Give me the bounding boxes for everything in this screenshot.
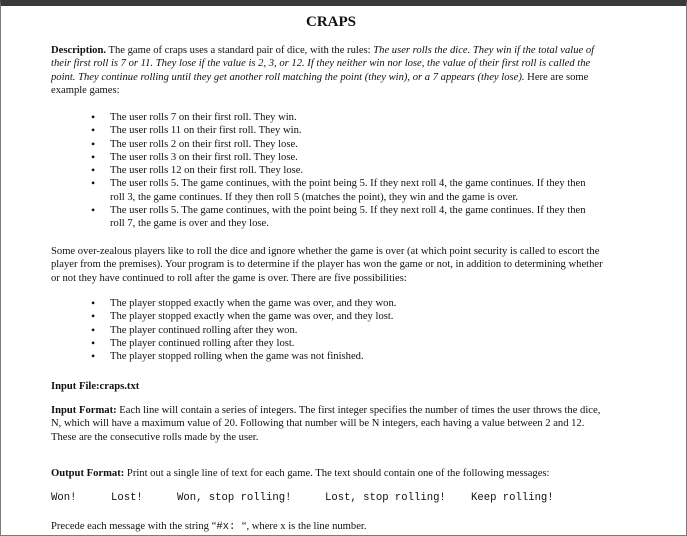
list-item [91, 324, 596, 337]
bullet-icon: • [91, 296, 96, 310]
list-item [91, 124, 596, 137]
bullet-icon: • [91, 110, 96, 124]
bullet-icon: • [91, 322, 96, 337]
bullet-icon: • [91, 349, 96, 364]
list-item-text: The player stopped rolling when the game was not finished. [110, 351, 364, 363]
message-keep-rolling: Keep rolling! [471, 492, 554, 504]
list-item-text: The user rolls 2 on their first roll. They lose. [110, 138, 298, 150]
note-code: #x: [216, 521, 242, 533]
possibilities-list [91, 297, 596, 363]
description-paragraph [51, 44, 606, 97]
input-file-heading: Input File:craps.txt [51, 381, 140, 392]
list-item-text: The user rolls 11 on their first roll. They win. [110, 125, 302, 137]
output-format-text: Print out a single line of text for each game. The text should contain one of the following messages: [124, 468, 550, 479]
input-format-label: Input Format: [51, 405, 117, 416]
input-format-text: Each line will contain a series of integers. The first integer specifies the number of times the user throws the dice, N, which will have a maximum value of 20. Following that number will be N integers, each having a value between 2 and 12. These are the consecutive rolls made by the user. [51, 405, 601, 443]
list-item-text: The user rolls 5. The game continues, with the point being 5. If they next roll 4, the game continues. If they then roll 7, the game is over and they lose. [110, 205, 586, 230]
list-item-text: The player continued rolling after they won. [110, 324, 298, 336]
list-item-text: The player stopped exactly when the game was over, and they won. [110, 298, 397, 309]
bullet-icon: • [91, 309, 96, 324]
bullet-icon: • [91, 335, 96, 350]
list-item-text: The player stopped exactly when the game was over, and they lost. [110, 311, 394, 323]
description-text: The game of craps uses a standard pair of dice, with the rules: [106, 45, 374, 56]
output-format-label: Output Format: [51, 468, 125, 479]
list-item [91, 151, 596, 164]
precede-note [51, 521, 367, 533]
list-item-text: The user rolls 3 on their first roll. They lose. [110, 151, 298, 163]
possibilities-intro-paragraph: Some over-zealous players like to roll the dice and ignore whether the game is over (at which point security is called to escort the player from the premises). Your program is to determine if the player has won the game or not, in addition to determining whether or not they have continued to roll after the game is over. There are five possibilities: [51, 246, 603, 284]
note-text-end: “, where x is the line number. [241, 521, 367, 532]
rules-text: The user rolls the dice. They win if the total value of their first roll is 7 or 11. They lose if the value is 2, 3, or 12. If they neither win nor lose, the value of their first roll is called the point. They continue rolling until they get another roll matching the point (they win), or a 7 appears (they lose). [51, 45, 595, 83]
list-item [91, 204, 596, 231]
bullet-icon: • [91, 163, 96, 178]
description-label: Description. [51, 45, 107, 56]
list-item [91, 164, 596, 177]
list-item [91, 111, 596, 124]
message-won: Won! [51, 492, 77, 504]
message-won-stop-rolling: Won, stop rolling! [177, 492, 292, 504]
list-item-text: The player continued rolling after they lost. [110, 337, 295, 349]
note-text: Precede each message with the string “ [51, 521, 217, 532]
list-item [91, 350, 596, 363]
bullet-icon: • [91, 203, 96, 218]
bullet-icon: • [91, 149, 96, 164]
list-item [91, 138, 596, 151]
list-item-text: The user rolls 12 on their first roll. They lose. [110, 165, 304, 177]
list-item-text: The user rolls 7 on their first roll. They win. [110, 112, 297, 123]
page-title: CRAPS [305, 14, 356, 30]
bullet-icon: • [91, 123, 96, 138]
list-item [91, 337, 596, 350]
list-item [91, 297, 596, 310]
list-item-text: The user rolls 5. The game continues, with the point being 5. If they next roll 4, the game continues. If they then roll 3, the game continues. If they then roll 5 (matches the point), they win and the game is over. [110, 178, 586, 203]
input-format-paragraph [51, 404, 606, 444]
list-item [91, 177, 596, 204]
bullet-icon: • [91, 176, 96, 191]
message-lost: Lost! [111, 492, 143, 504]
example-games-list [91, 111, 596, 231]
list-item [91, 310, 596, 323]
output-format-paragraph [51, 467, 606, 480]
description-text-end: Here are some example games: [51, 71, 589, 96]
bullet-icon: • [91, 136, 96, 151]
message-lost-stop-rolling: Lost, stop rolling! [325, 492, 446, 504]
